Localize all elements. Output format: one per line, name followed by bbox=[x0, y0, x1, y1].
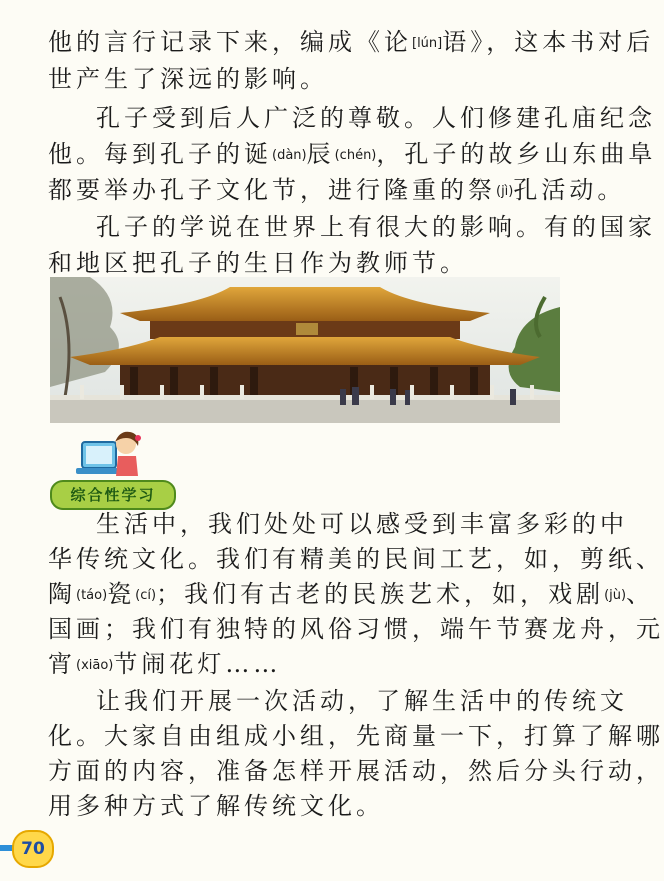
text: 陶 bbox=[48, 580, 76, 608]
pinyin: (cí) bbox=[135, 588, 157, 603]
text-line: 孔子受到后人广泛的尊敬。人们修建孔庙纪念 bbox=[96, 104, 656, 132]
page-number: 70 bbox=[12, 830, 54, 868]
pinyin: (táo) bbox=[76, 588, 108, 603]
pinyin: (chén) bbox=[334, 148, 377, 163]
text-line: 方面的内容，准备怎样开展活动，然后分头行动， bbox=[48, 757, 664, 785]
text: ，孔子的故乡山东曲阜 bbox=[376, 140, 657, 168]
text-line bbox=[48, 576, 654, 614]
text: 宵 bbox=[48, 650, 76, 678]
text-line bbox=[48, 136, 656, 174]
text: 语》，这本书对后 bbox=[442, 28, 655, 56]
text-line: 华传统文化。我们有精美的民间工艺，如，剪纸、 bbox=[48, 545, 664, 573]
pinyin: (dàn) bbox=[272, 148, 307, 163]
text-line: 世产生了深远的影响。 bbox=[48, 65, 328, 93]
text-line: 和地区把孔子的生日作为教师节。 bbox=[48, 249, 468, 277]
text: 节闹花灯…… bbox=[113, 650, 282, 678]
text: 都要举办孔子文化节，进行隆重的祭 bbox=[48, 176, 496, 204]
text: 他的言行记录下来，编成《论 bbox=[48, 28, 412, 56]
text: ；我们有古老的民族艺术，如，戏剧 bbox=[156, 580, 605, 608]
text-line: 国画；我们有独特的风俗习惯，端午节赛龙舟，元 bbox=[48, 615, 664, 643]
text-line bbox=[48, 172, 625, 210]
student-illustration bbox=[60, 430, 150, 484]
pinyin: (xiāo) bbox=[76, 658, 114, 673]
text-line: 孔子的学说在世界上有很大的影响。有的国家 bbox=[96, 213, 656, 241]
pinyin: (jù) bbox=[604, 588, 627, 603]
section-badge: 综合性学习 bbox=[50, 480, 176, 510]
text-line: 化。大家自由组成小组，先商量一下，打算了解哪 bbox=[48, 722, 664, 750]
text: 孔活动。 bbox=[513, 176, 626, 204]
text-line: 让我们开展一次活动，了解生活中的传统文 bbox=[96, 687, 628, 715]
text-line: 生活中，我们处处可以感受到丰富多彩的中 bbox=[96, 510, 628, 538]
text: 、 bbox=[626, 580, 655, 608]
text: 辰 bbox=[306, 140, 335, 168]
text-line: 用多种方式了解传统文化。 bbox=[48, 792, 384, 820]
text: 瓷 bbox=[107, 580, 136, 608]
text-line bbox=[48, 24, 654, 62]
text-line bbox=[48, 646, 281, 684]
pinyin: (jì) bbox=[496, 184, 514, 199]
text: 他。每到孔子的诞 bbox=[48, 140, 272, 168]
pinyin: [lún] bbox=[412, 36, 443, 51]
temple-photo bbox=[50, 277, 560, 423]
